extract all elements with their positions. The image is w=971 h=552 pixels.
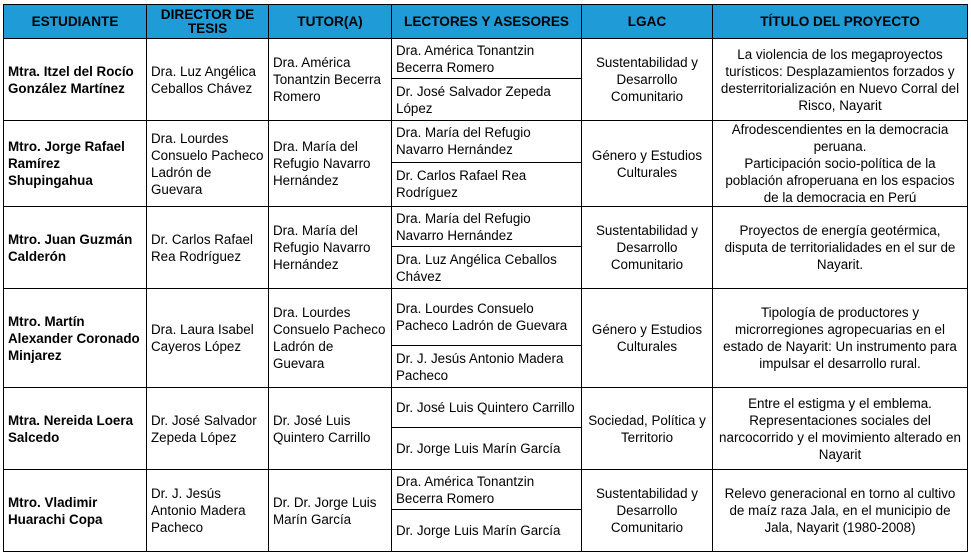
reader-cell: Dr. José Luis Quintero Carrillo — [392, 388, 582, 428]
table-row — [4, 39, 968, 79]
thesis-table — [3, 4, 968, 552]
header-lgac: LGAC — [582, 5, 713, 39]
header-title: TÍTULO DEL PROYECTO — [713, 5, 968, 39]
title-line: La violencia de los megaproyectos turísticos: Desplazamientos forzados y desterritorialización en Nuevo Corral del Risco, Nayarit — [720, 46, 960, 113]
title-cell — [713, 207, 968, 289]
reader-cell: Dra. Lourdes Consuelo Pacheco Ladrón de Guevara — [392, 289, 582, 346]
director-cell: Dr. José Salvador Zepeda López — [147, 388, 269, 470]
student-cell: Mtro. Jorge Rafael Ramírez Shupingahua — [4, 121, 147, 207]
tutor-cell: Dr. Dr. Jorge Luis Marín García — [269, 470, 392, 552]
reader-cell: Dr. Jorge Luis Marín García — [392, 510, 582, 552]
header-tutor: TUTOR(A) — [269, 5, 392, 39]
student-cell: Mtra. Itzel del Rocío González Martínez — [4, 39, 147, 121]
director-cell: Dr. Carlos Rafael Rea Rodríguez — [147, 207, 269, 289]
title-line: Entre el estigma y el emblema. Representaciones sociales del narcocorrido y el movimiento alterado en Nayarit — [719, 395, 961, 462]
title-line: Afrodescendientes en la democracia peruana. — [731, 122, 949, 154]
header-director: DIRECTOR DE TESIS — [147, 5, 269, 39]
tutor-cell: Dra. América Tonantzin Becerra Romero — [269, 39, 392, 121]
table-body — [4, 39, 968, 552]
student-cell: Mtro. Vladimir Huarachi Copa — [4, 470, 147, 552]
reader-cell: Dr. Carlos Rafael Rea Rodríguez — [392, 162, 582, 206]
table-row — [4, 289, 968, 346]
table-row — [4, 121, 968, 163]
header-student: ESTUDIANTE — [4, 5, 147, 39]
title-cell — [713, 289, 968, 388]
reader-cell: Dr. José Salvador Zepeda López — [392, 79, 582, 121]
tutor-cell: Dra. María del Refugio Navarro Hernández — [269, 207, 392, 289]
lgac-cell: Sustentabilidad y Desarrollo Comunitario — [582, 39, 713, 121]
title-cell — [713, 39, 968, 121]
director-cell: Dra. Luz Angélica Ceballos Chávez — [147, 39, 269, 121]
title-line: Relevo generacional en torno al cultivo de maíz raza Jala, en el municipio de Jala, Nayarit (1980-2008) — [724, 486, 956, 535]
student-cell: Mtro. Juan Guzmán Calderón — [4, 207, 147, 289]
reader-cell: Dr. J. Jesús Antonio Madera Pacheco — [392, 346, 582, 388]
director-cell: Dra. Lourdes Consuelo Pacheco Ladrón de Guevara — [147, 121, 269, 207]
title-cell — [713, 470, 968, 552]
header-readers: LECTORES Y ASESORES — [392, 5, 582, 39]
student-cell: Mtra. Nereida Loera Salcedo — [4, 388, 147, 470]
title-line: Participación socio-política de la población afroperuana en los espacios de la democracia en Perú — [725, 156, 955, 205]
title-cell — [713, 121, 968, 207]
reader-cell: Dra. América Tonantzin Becerra Romero — [392, 39, 582, 79]
lgac-cell: Sociedad, Política y Territorio — [582, 388, 713, 470]
tutor-cell: Dr. José Luis Quintero Carrillo — [269, 388, 392, 470]
reader-cell: Dra. América Tonantzin Becerra Romero — [392, 470, 582, 510]
table-row — [4, 470, 968, 510]
lgac-cell: Género y Estudios Culturales — [582, 289, 713, 388]
director-cell: Dra. Laura Isabel Cayeros López — [147, 289, 269, 388]
table-header — [4, 5, 968, 39]
tutor-cell: Dra. María del Refugio Navarro Hernández — [269, 121, 392, 207]
lgac-cell: Sustentabilidad y Desarrollo Comunitario — [582, 207, 713, 289]
reader-cell: Dra. María del Refugio Navarro Hernández — [392, 121, 582, 163]
lgac-cell: Género y Estudios Culturales — [582, 121, 713, 207]
title-cell — [713, 388, 968, 470]
reader-cell: Dra. María del Refugio Navarro Hernández — [392, 207, 582, 247]
reader-cell: Dr. Jorge Luis Marín García — [392, 428, 582, 470]
student-cell: Mtro. Martín Alexander Coronado Minjarez — [4, 289, 147, 388]
table-row — [4, 388, 968, 428]
director-cell: Dr. J. Jesús Antonio Madera Pacheco — [147, 470, 269, 552]
lgac-cell: Sustentabilidad y Desarrollo Comunitario — [582, 470, 713, 552]
title-line: Tipología de productores y microrregiones agropecuarias en el estado de Nayarit: Un instrumento para impulsar el desarrollo rural. — [723, 305, 957, 371]
title-line: Proyectos de energía geotérmica, disputa de territorialidades en el sur de Nayarit. — [724, 223, 956, 272]
table-row — [4, 207, 968, 247]
reader-cell: Dra. Luz Angélica Ceballos Chávez — [392, 247, 582, 289]
tutor-cell: Dra. Lourdes Consuelo Pacheco Ladrón de Guevara — [269, 289, 392, 388]
